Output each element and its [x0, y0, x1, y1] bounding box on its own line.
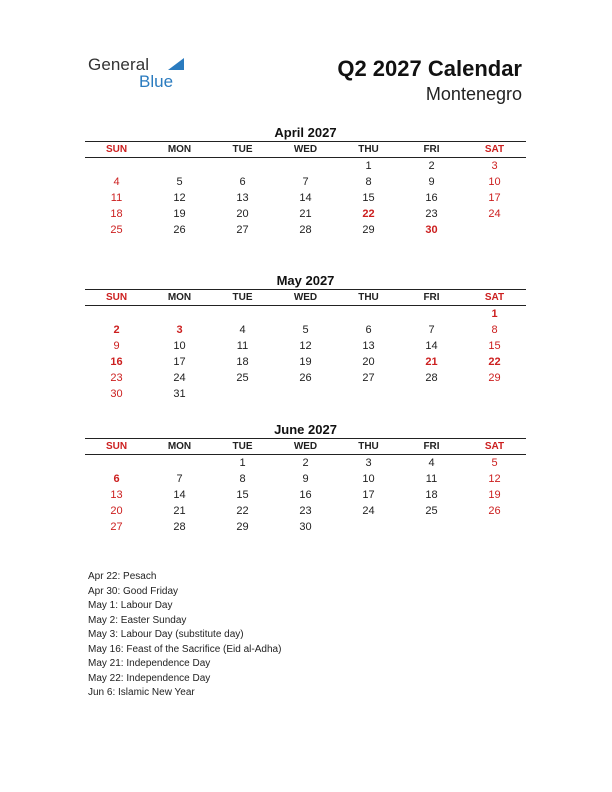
- month-title: April 2027: [274, 125, 337, 140]
- month-title: June 2027: [274, 422, 337, 437]
- day-cell: 6: [365, 324, 372, 336]
- week-row: [85, 190, 526, 206]
- empty-day-cell: [211, 386, 274, 402]
- day-cell: 22: [488, 356, 501, 368]
- day-cell: 28: [173, 521, 186, 533]
- week-row: [85, 322, 526, 338]
- weekday-label: THU: [358, 144, 379, 155]
- day-cell: 8: [239, 473, 246, 485]
- day-cell: 14: [425, 340, 438, 352]
- empty-day-cell: [274, 158, 337, 174]
- brand-logo: [88, 55, 198, 95]
- empty-day-cell: [400, 306, 463, 322]
- empty-day-cell: [85, 455, 148, 471]
- day-cell: 26: [299, 372, 312, 384]
- logo-word-blue: Blue: [139, 72, 174, 91]
- weekday-label: MON: [167, 292, 192, 303]
- day-cell: 15: [362, 192, 375, 204]
- weekday-label: FRI: [423, 144, 440, 155]
- day-cell: 21: [299, 208, 312, 220]
- day-cell: 30: [110, 388, 123, 400]
- day-cell: 7: [302, 176, 309, 188]
- weekday-header-row: [85, 290, 526, 305]
- day-cell: 8: [365, 176, 372, 188]
- week-row: [85, 455, 526, 471]
- day-cell: 18: [425, 489, 438, 501]
- day-cell: 16: [299, 489, 312, 501]
- day-cell: 17: [173, 356, 186, 368]
- day-cell: 17: [362, 489, 375, 501]
- week-row: [85, 503, 526, 519]
- holiday-item: Apr 22: Pesach: [88, 571, 157, 582]
- weekday-label: WED: [293, 441, 318, 452]
- day-cell: 25: [425, 505, 438, 517]
- empty-day-cell: [148, 158, 211, 174]
- day-cell: 10: [362, 473, 375, 485]
- day-cell: 15: [488, 340, 501, 352]
- day-cell: 27: [236, 224, 249, 236]
- day-cell: 19: [488, 489, 501, 501]
- week-row: [85, 158, 526, 174]
- holiday-item: May 1: Labour Day: [88, 600, 173, 611]
- weekday-header-row: [85, 439, 526, 454]
- page-subtitle: Montenegro: [425, 84, 522, 104]
- holiday-list: [88, 570, 281, 701]
- day-cell: 11: [110, 192, 123, 204]
- day-cell: 23: [425, 208, 438, 220]
- empty-day-cell: [211, 158, 274, 174]
- day-cell: 9: [113, 340, 120, 352]
- day-cell: 23: [110, 372, 123, 384]
- weekday-label: TUE: [232, 292, 253, 303]
- weekday-label: SUN: [105, 292, 128, 303]
- empty-day-cell: [85, 306, 148, 322]
- empty-day-cell: [337, 306, 400, 322]
- day-cell: 6: [239, 176, 246, 188]
- day-cell: 3: [365, 457, 372, 469]
- holiday-item: May 22: Independence Day: [88, 672, 211, 684]
- week-row: [85, 354, 526, 370]
- day-cell: 27: [362, 372, 375, 384]
- month-title: May 2027: [276, 273, 335, 288]
- day-cell: 28: [299, 224, 312, 236]
- day-cell: 10: [488, 176, 501, 188]
- weekday-label: SAT: [484, 144, 505, 155]
- day-cell: 13: [110, 489, 123, 501]
- holiday-item: Apr 30: Good Friday: [88, 585, 179, 597]
- empty-day-cell: [400, 386, 463, 402]
- day-cell: 4: [239, 324, 246, 336]
- empty-day-cell: [274, 386, 337, 402]
- weekday-label: SUN: [105, 441, 128, 452]
- day-cell: 25: [110, 224, 123, 236]
- week-row: [85, 487, 526, 503]
- day-cell: 18: [110, 208, 123, 220]
- holiday-item: May 16: Feast of the Sacrifice (Eid al-Adha): [88, 643, 282, 655]
- day-cell: 2: [428, 160, 435, 172]
- holiday-item: May 21: Independence Day: [88, 658, 211, 669]
- empty-day-cell: [463, 386, 526, 402]
- empty-day-cell: [400, 519, 463, 535]
- day-cell: 27: [110, 521, 123, 533]
- day-cell: 22: [362, 208, 375, 220]
- day-cell: 19: [173, 208, 186, 220]
- day-cell: 1: [239, 457, 246, 469]
- day-cell: 7: [428, 324, 435, 336]
- weekday-header-row: [85, 142, 526, 157]
- weekday-label: FRI: [423, 292, 440, 303]
- day-cell: 30: [299, 521, 312, 533]
- weekday-label: WED: [293, 144, 318, 155]
- holiday-item: May 2: Easter Sunday: [88, 614, 187, 626]
- weekday-label: MON: [167, 441, 192, 452]
- day-cell: 9: [428, 176, 435, 188]
- day-cell: 14: [299, 192, 312, 204]
- week-row: [85, 306, 526, 322]
- day-cell: 20: [236, 208, 249, 220]
- day-cell: 16: [425, 192, 438, 204]
- day-cell: 29: [362, 224, 375, 236]
- weekday-label: THU: [358, 441, 379, 452]
- day-cell: 12: [299, 340, 312, 352]
- month-april: [85, 125, 526, 238]
- day-cell: 22: [236, 505, 249, 517]
- day-cell: 1: [491, 308, 498, 320]
- day-cell: 30: [425, 224, 438, 236]
- day-cell: 12: [173, 192, 186, 204]
- day-cell: 26: [173, 224, 186, 236]
- month-may: [85, 273, 526, 402]
- day-cell: 21: [425, 356, 438, 368]
- day-cell: 31: [173, 388, 186, 400]
- day-cell: 6: [113, 473, 120, 485]
- day-cell: 7: [176, 473, 183, 485]
- week-row: [85, 386, 526, 402]
- day-cell: 24: [173, 372, 186, 384]
- empty-day-cell: [337, 519, 400, 535]
- day-cell: 5: [176, 176, 183, 188]
- weekday-label: SAT: [484, 292, 505, 303]
- day-cell: 23: [299, 505, 312, 517]
- holiday-item: Jun 6: Islamic New Year: [88, 687, 195, 698]
- day-cell: 21: [173, 505, 186, 517]
- weekday-label: WED: [293, 292, 318, 303]
- day-cell: 20: [110, 505, 123, 517]
- weekday-label: THU: [358, 292, 379, 303]
- day-cell: 4: [428, 457, 435, 469]
- day-cell: 24: [362, 505, 375, 517]
- day-cell: 24: [488, 208, 501, 220]
- day-cell: 1: [365, 160, 372, 172]
- day-cell: 3: [176, 324, 183, 336]
- empty-day-cell: [337, 386, 400, 402]
- day-cell: 5: [302, 324, 309, 336]
- day-cell: 11: [425, 473, 438, 485]
- day-cell: 11: [236, 340, 249, 352]
- week-row: [85, 471, 526, 487]
- day-cell: 14: [173, 489, 186, 501]
- day-cell: 17: [488, 192, 501, 204]
- empty-day-cell: [148, 455, 211, 471]
- page-title: Q2 2027 Calendar: [337, 56, 522, 81]
- empty-day-cell: [148, 306, 211, 322]
- day-cell: 28: [425, 372, 438, 384]
- day-cell: 12: [488, 473, 501, 485]
- week-row: [85, 206, 526, 222]
- week-row: [85, 370, 526, 386]
- empty-day-cell: [463, 519, 526, 535]
- weekday-label: SAT: [484, 441, 505, 452]
- day-cell: 5: [491, 457, 498, 469]
- day-cell: 16: [110, 356, 123, 368]
- week-row: [85, 222, 526, 238]
- week-row: [85, 338, 526, 354]
- empty-day-cell: [274, 306, 337, 322]
- empty-day-cell: [211, 306, 274, 322]
- day-cell: 20: [362, 356, 375, 368]
- day-cell: 15: [236, 489, 249, 501]
- weekday-label: TUE: [232, 441, 253, 452]
- day-cell: 8: [491, 324, 498, 336]
- day-cell: 19: [299, 356, 312, 368]
- weekday-label: SUN: [105, 144, 128, 155]
- day-cell: 13: [236, 192, 249, 204]
- week-row: [85, 519, 526, 535]
- day-cell: 26: [488, 505, 501, 517]
- day-cell: 13: [362, 340, 375, 352]
- empty-day-cell: [463, 222, 526, 238]
- day-cell: 29: [488, 372, 501, 384]
- day-cell: 4: [113, 176, 120, 188]
- logo-triangle-icon: [168, 58, 184, 70]
- day-cell: 25: [236, 372, 249, 384]
- week-row: [85, 174, 526, 190]
- weekday-label: FRI: [423, 441, 440, 452]
- day-cell: 2: [302, 457, 309, 469]
- day-cell: 9: [302, 473, 309, 485]
- weekday-label: MON: [167, 144, 192, 155]
- empty-day-cell: [85, 158, 148, 174]
- month-june: [85, 422, 526, 535]
- day-cell: 18: [236, 356, 249, 368]
- day-cell: 3: [491, 160, 498, 172]
- holiday-item: May 3: Labour Day (substitute day): [88, 629, 244, 640]
- day-cell: 2: [113, 324, 120, 336]
- weekday-label: TUE: [232, 144, 253, 155]
- logo-word-general: General: [88, 55, 150, 74]
- day-cell: 10: [173, 340, 186, 352]
- day-cell: 29: [236, 521, 249, 533]
